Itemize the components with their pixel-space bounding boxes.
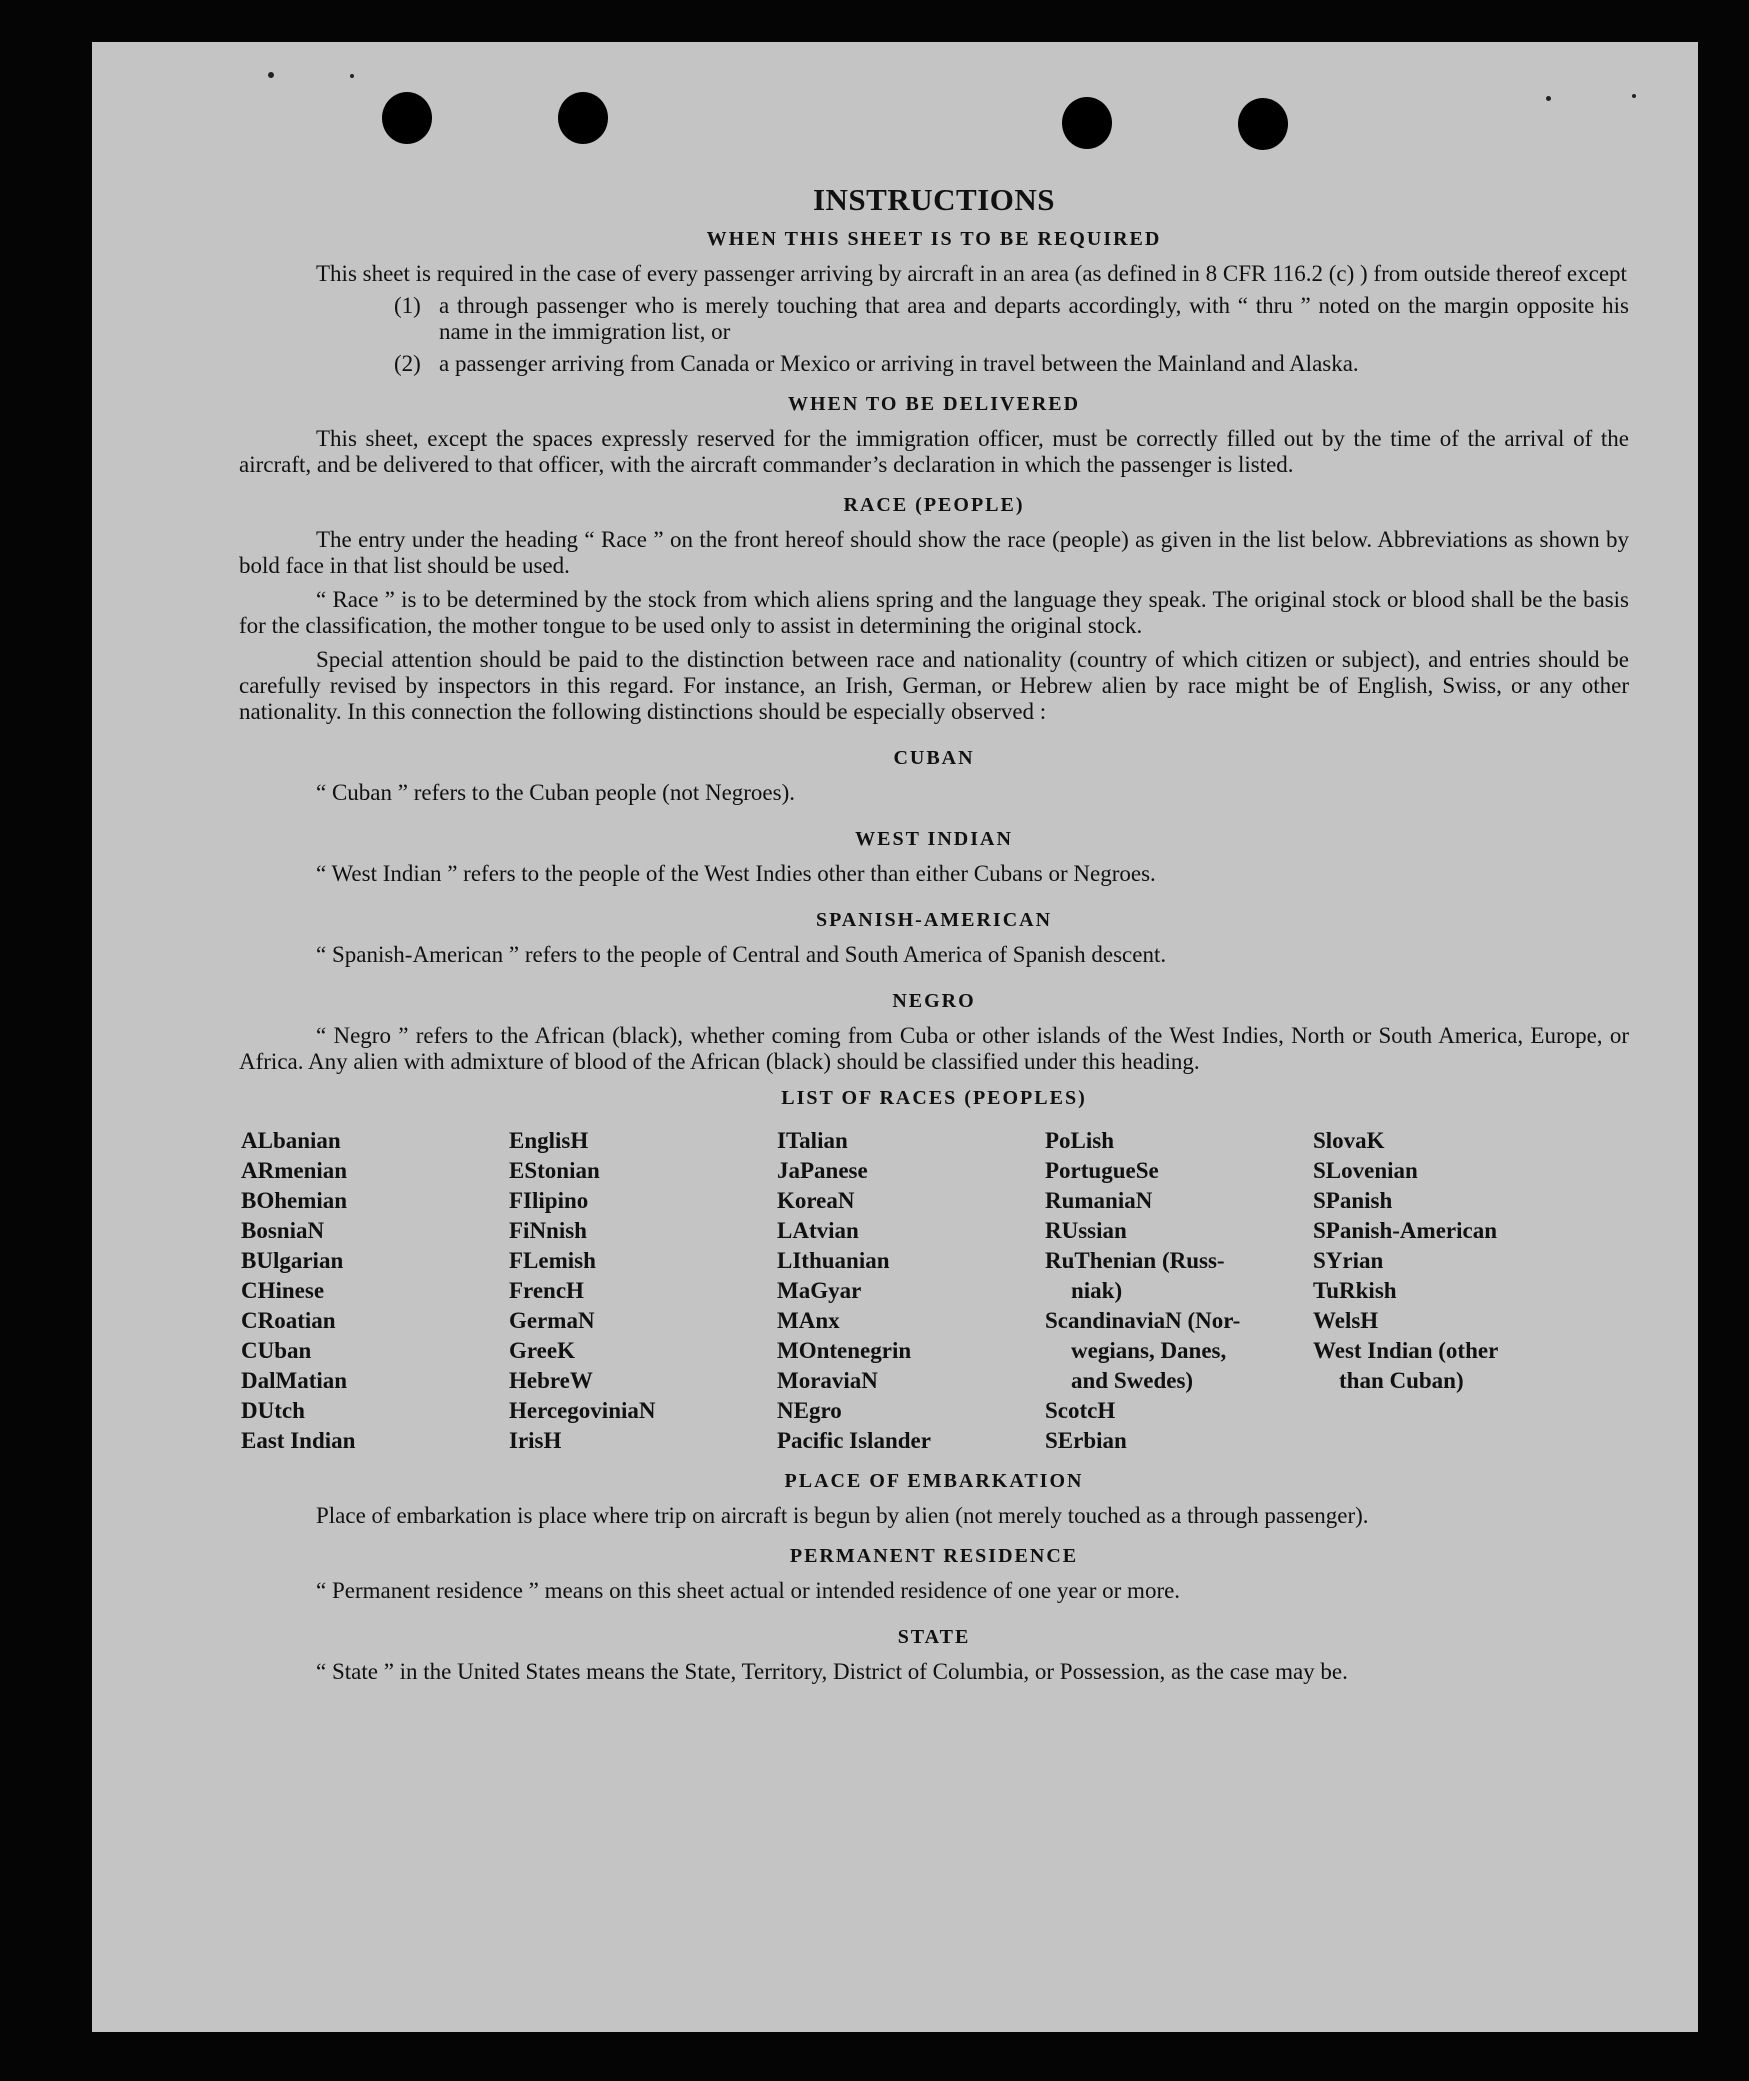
item-number: (2) (394, 351, 421, 376)
race-entry: LAtvian (777, 1218, 859, 1243)
race-entry: WelsH (1313, 1308, 1379, 1333)
race-entry: East Indian (241, 1428, 356, 1453)
race-entry: SErbian (1045, 1428, 1127, 1453)
race-entry: CRoatian (241, 1308, 336, 1333)
paragraph: “ Negro ” refers to the African (black), whether coming from Cuba or other islands of the West Indies, North or South America, Europe, or Africa. Any alien with admixture of blood of the African (black) should be classified under this heading. (239, 1023, 1629, 1074)
paragraph: This sheet, except the spaces expressly reserved for the immigration officer, must be correctly filled out by the time of the arrival of the aircraft, and be delivered to that officer, with the aircraft commander’s declaration in which the passenger is listed. (239, 426, 1629, 477)
race-entry: FiNnish (509, 1218, 587, 1243)
race-entry: JaPanese (777, 1158, 868, 1183)
race-entry: IrisH (509, 1428, 562, 1453)
item-number: (1) (394, 293, 421, 318)
race-entry: MOntenegrin (777, 1338, 912, 1363)
race-entry: MaGyar (777, 1278, 862, 1303)
race-entry: BUlgarian (241, 1248, 344, 1273)
race-entry: PortugueSe (1045, 1158, 1159, 1183)
paragraph: This sheet is required in the case of every passenger arriving by aircraft in an area (as defined in 8 CFR 116.2 (c) ) from outside thereof except (316, 261, 1627, 286)
paragraph: “ Spanish-American ” refers to the people of Central and South America of Spanish descent. (316, 942, 1167, 967)
paragraph: Special attention should be paid to the distinction between race and nationality (country of which citizen or subject), and entries should be carefully revised by inspectors in this regard. For instance, an Irish, German, or Hebrew alien by race might be of English, Swiss, or any other nationality. In this connection the following distinctions should be especially observed : (239, 647, 1629, 724)
race-entry: Pacific Islander (777, 1428, 931, 1453)
section-heading: WHEN TO BE DELIVERED (787, 393, 1081, 415)
race-entry: KoreaN (777, 1188, 855, 1213)
race-entry: wegians, Danes, (1071, 1338, 1227, 1363)
paragraph: “ Race ” is to be determined by the stock from which aliens spring and the language they speak. The original stock or blood shall be the basis for the classification, the mother tongue to be used only to assist in determining the original stock. (239, 587, 1629, 638)
race-entry: NEgro (777, 1398, 842, 1423)
race-entry: BosniaN (241, 1218, 325, 1243)
section-heading: SPANISH-AMERICAN (815, 909, 1053, 931)
race-entry: DalMatian (241, 1368, 348, 1393)
document-page (92, 42, 1698, 2032)
section-heading: LIST OF RACES (PEOPLES) (781, 1087, 1087, 1109)
race-entry: RuThenian (Russ- (1045, 1248, 1225, 1273)
paragraph: The entry under the heading “ Race ” on the front hereof should show the race (people) as given in the list below. Abbreviations as shown by bold face in that list should be used. (239, 527, 1629, 578)
races-column (777, 1126, 1045, 1456)
section-heading: PLACE OF EMBARKATION (784, 1470, 1084, 1492)
race-entry: CHinese (241, 1278, 325, 1303)
race-entry: ARmenian (241, 1158, 348, 1183)
races-column (1313, 1126, 1631, 1456)
race-entry: MoraviaN (777, 1368, 878, 1393)
race-entry: SYrian (1313, 1248, 1384, 1273)
paragraph: “ West Indian ” refers to the people of the West Indies other than either Cubans or Negroes. (316, 861, 1156, 886)
section-heading: PERMANENT RESIDENCE (789, 1545, 1079, 1567)
item-text: a passenger arriving from Canada or Mexico or arriving in travel between the Mainland and Alaska. (439, 351, 1359, 376)
race-entry: than Cuban) (1339, 1368, 1464, 1393)
race-entry: EStonian (509, 1158, 600, 1183)
race-entry: DUtch (241, 1398, 305, 1423)
race-entry: FrencH (509, 1278, 584, 1303)
race-entry: SLovenian (1313, 1158, 1418, 1183)
race-entry: GreeK (509, 1338, 575, 1363)
race-entry: FIlipino (509, 1188, 589, 1213)
list-item (394, 293, 1629, 345)
speck (268, 72, 274, 78)
race-entry: and Swedes) (1071, 1368, 1194, 1393)
race-entry: CUban (241, 1338, 312, 1363)
page-title: INSTRUCTIONS (812, 182, 1055, 217)
section-heading: NEGRO (892, 990, 976, 1012)
section-heading: STATE (897, 1626, 971, 1648)
list-item (394, 351, 1629, 377)
paragraph: “ Permanent residence ” means on this sheet actual or intended residence of one year or more. (316, 1578, 1181, 1603)
race-entry: ScandinaviaN (Nor- (1045, 1308, 1241, 1333)
punch-hole (1238, 98, 1288, 150)
race-entry: West Indian (other (1313, 1338, 1499, 1363)
race-entry: MAnx (777, 1308, 840, 1333)
races-column (509, 1126, 777, 1456)
paragraph: Place of embarkation is place where trip on aircraft is begun by alien (not merely touched as a through passenger). (316, 1503, 1369, 1528)
race-entry: ScotcH (1045, 1398, 1116, 1423)
race-entry: EnglisH (509, 1128, 589, 1153)
race-entry: PoLish (1045, 1128, 1115, 1153)
race-entry: TuRkish (1313, 1278, 1397, 1303)
punch-hole (382, 92, 432, 144)
race-entry: RUssian (1045, 1218, 1127, 1243)
punch-hole (558, 92, 608, 144)
section-heading: WEST INDIAN (855, 828, 1013, 850)
race-entry: LIthuanian (777, 1248, 890, 1273)
race-entry: SPanish-American (1313, 1218, 1497, 1243)
paragraph: “ Cuban ” refers to the Cuban people (not Negroes). (316, 780, 796, 805)
race-entry: SlovaK (1313, 1128, 1385, 1153)
race-entry: GermaN (509, 1308, 595, 1333)
section-heading: RACE (PEOPLE) (843, 494, 1025, 516)
race-entry: FLemish (509, 1248, 596, 1273)
race-entry: niak) (1071, 1278, 1123, 1303)
race-entry: HebreW (509, 1368, 593, 1393)
speck (1632, 94, 1636, 98)
races-column (1045, 1126, 1313, 1456)
race-entry: BOhemian (241, 1188, 348, 1213)
punch-hole (1062, 97, 1112, 149)
race-entry: HercegoviniaN (509, 1398, 656, 1423)
instructions-body (239, 182, 1629, 1685)
race-entry: RumaniaN (1045, 1188, 1153, 1213)
race-entry: ALbanian (241, 1128, 341, 1153)
speck (1546, 96, 1551, 101)
paragraph: “ State ” in the United States means the State, Territory, District of Columbia, or Possession, as the case may be. (316, 1659, 1348, 1684)
speck (350, 74, 354, 78)
section-heading: CUBAN (893, 747, 975, 769)
item-text: a through passenger who is merely touching that area and departs accordingly, with “ thru ” noted on the margin opposite his name in the immigration list, or (439, 293, 1629, 344)
races-column (241, 1126, 509, 1456)
race-entry: SPanish (1313, 1188, 1393, 1213)
race-entry: ITalian (777, 1128, 848, 1153)
races-list (241, 1126, 1629, 1456)
section-heading: WHEN THIS SHEET IS TO BE REQUIRED (706, 228, 1162, 250)
